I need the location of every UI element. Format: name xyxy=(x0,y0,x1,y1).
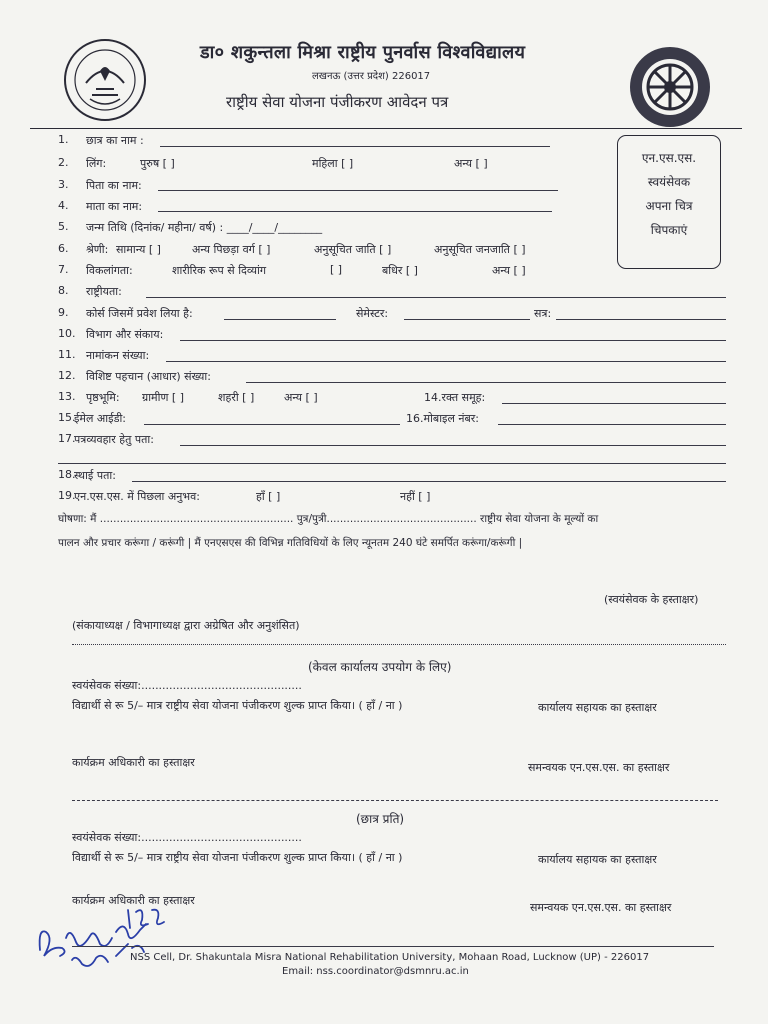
photo-box-line3: अपना चित्र xyxy=(645,199,693,213)
volunteer-signature-label: (स्वयंसेवक के हस्ताक्षर) xyxy=(604,593,699,606)
enrollment-field[interactable] xyxy=(166,361,726,362)
experience-no-checkbox[interactable]: नहीं [ ] xyxy=(400,490,431,503)
field-17-label: पत्रव्यवहार हेतु पता: xyxy=(74,433,154,446)
field-6-number: 6. xyxy=(58,242,69,255)
field-5-number: 5. xyxy=(58,220,69,233)
field-11-label: नामांकन संख्या: xyxy=(86,349,150,362)
field-9-number: 9. xyxy=(58,306,69,319)
gender-other-checkbox[interactable]: अन्य [ ] xyxy=(454,157,488,170)
field-7-number: 7. xyxy=(58,263,69,276)
gender-female-checkbox[interactable]: महिला [ ] xyxy=(312,157,354,170)
footer-email: Email: nss.coordinator@dsmnru.ac.in xyxy=(282,966,469,977)
background-rural-checkbox[interactable]: ग्रामीण [ ] xyxy=(142,391,185,404)
blood-group-label: 14.रक्त समूह: xyxy=(424,391,486,404)
student-name-field[interactable] xyxy=(160,146,550,147)
semester-field[interactable] xyxy=(404,319,530,320)
field-7-label: विकलांगता: xyxy=(86,264,133,277)
blood-group-field[interactable] xyxy=(502,403,726,404)
field-8-label: राष्ट्रीयता: xyxy=(86,285,122,298)
photo-box-line1: एन.एस.एस. xyxy=(641,151,697,165)
mobile-field[interactable] xyxy=(498,424,726,425)
department-field[interactable] xyxy=(180,340,726,341)
declaration-text-line2: पालन और प्रचार करूंगा / करूंगी | मैं एनएसएस की विभिन्न गतिविधियों के लिए न्यूनतम 240 घंटे समर्पित करूंगा/करूंगी | xyxy=(58,537,523,549)
field-18-number: 18. xyxy=(58,468,76,481)
field-15-number: 15. xyxy=(58,411,76,424)
cut-line xyxy=(72,800,718,801)
disability-other-checkbox[interactable]: अन्य [ ] xyxy=(492,264,526,277)
field-2-label: लिंग: xyxy=(86,157,107,170)
mobile-label: 16.मोबाइल नंबर: xyxy=(406,412,479,425)
father-name-field[interactable] xyxy=(158,190,558,191)
category-obc-checkbox[interactable]: अन्य पिछड़ा वर्ग [ ] xyxy=(192,243,271,256)
category-general-checkbox[interactable]: सामान्य [ ] xyxy=(116,243,161,256)
student-fee-received-text: विद्यार्थी से रू 5/– मात्र राष्ट्रीय सेवा योजना पंजीकरण शुल्क प्राप्त किया। ( हाँ / ना ) xyxy=(72,851,403,864)
office-volunteer-number-field[interactable]: स्वयंसेवक संख्या:.............................................. xyxy=(72,679,302,692)
session-label: सत्र: xyxy=(534,307,552,320)
university-address: लखनऊ (उत्तर प्रदेश) 226017 xyxy=(312,71,431,82)
category-st-checkbox[interactable]: अनुसूचित जनजाति [ ] xyxy=(434,243,526,256)
student-program-officer-signature-label: कार्यक्रम अधिकारी का हस्ताक्षर xyxy=(72,894,195,907)
photo-box-line2: स्वयंसेवक xyxy=(647,175,691,189)
field-8-number: 8. xyxy=(58,284,69,297)
field-12-label: विशिष्ट पहचान (आधार) संख्या: xyxy=(86,370,211,383)
photo-box-line4: चिपकाएं xyxy=(650,223,688,237)
handwritten-signature xyxy=(32,898,182,978)
correspondence-address-field-line2[interactable] xyxy=(58,463,726,464)
student-volunteer-number-field[interactable]: स्वयंसेवक संख्या:.............................................. xyxy=(72,831,302,844)
field-19-label: एन.एस.एस. में पिछला अनुभव: xyxy=(74,490,200,503)
permanent-address-field[interactable] xyxy=(132,481,726,482)
footer-address: NSS Cell, Dr. Shakuntala Misra National Rehabilitation University, Mohaan Road, Lucknow (UP) - 226017 xyxy=(130,952,650,963)
field-10-number: 10. xyxy=(58,327,76,340)
photo-box[interactable] xyxy=(617,135,721,269)
course-field[interactable] xyxy=(224,319,336,320)
field-13-number: 13. xyxy=(58,390,76,403)
field-1-number: 1. xyxy=(58,133,69,146)
office-use-title: (केवल कार्यालय उपयोग के लिए) xyxy=(308,660,452,674)
disability-physical-label: शारीरिक रूप से दिव्यांग xyxy=(172,264,267,277)
field-4-label: माता का नाम: xyxy=(86,200,143,213)
footer-divider xyxy=(72,946,714,947)
background-urban-checkbox[interactable]: शहरी [ ] xyxy=(218,391,255,404)
office-fee-received-text: विद्यार्थी से रू 5/– मात्र राष्ट्रीय सेवा योजना पंजीकरण शुल्क प्राप्त किया। ( हाँ / ना ) xyxy=(72,699,403,712)
field-10-label: विभाग और संकाय: xyxy=(86,328,164,341)
background-other-checkbox[interactable]: अन्य [ ] xyxy=(284,391,318,404)
gender-male-checkbox[interactable]: पुरुष [ ] xyxy=(140,157,175,170)
university-name: डा० शकुन्तला मिश्रा राष्ट्रीय पुनर्वास विश्वविद्यालय xyxy=(200,42,526,63)
field-13-label: पृष्ठभूमि: xyxy=(86,391,120,404)
student-office-assistant-signature-label: कार्यालय सहायक का हस्ताक्षर xyxy=(538,853,657,866)
field-3-label: पिता का नाम: xyxy=(86,179,142,192)
field-2-number: 2. xyxy=(58,156,69,169)
nss-emblem-icon xyxy=(628,45,712,129)
field-18-label: स्थाई पता: xyxy=(74,469,116,482)
session-field[interactable] xyxy=(556,319,726,320)
semester-label: सेमेस्टर: xyxy=(356,307,389,320)
coordinator-signature-label: समन्वयक एन.एस.एस. का हस्ताक्षर xyxy=(528,761,670,774)
field-1-label: छात्र का नाम : xyxy=(86,134,144,147)
field-9-label: कोर्स जिसमें प्रवेश लिया है: xyxy=(86,307,193,320)
nationality-field[interactable] xyxy=(146,297,726,298)
recommendation-line[interactable] xyxy=(72,644,726,645)
header-divider xyxy=(30,128,742,129)
declaration-text-line1: घोषणा: मैं .......................................................... पुत्र/पुत्री............................................. राष्ट्रीय सेवा योजना के मूल्यों का xyxy=(58,513,599,525)
aadhaar-field[interactable] xyxy=(246,382,726,383)
field-12-number: 12. xyxy=(58,369,76,382)
program-officer-signature-label: कार्यक्रम अधिकारी का हस्ताक्षर xyxy=(72,756,195,769)
university-emblem-icon xyxy=(62,37,148,123)
recommendation-label: (संकायाध्यक्ष / विभागाध्यक्ष द्वारा अग्रेषित और अनुशंसित) xyxy=(72,619,300,632)
field-4-number: 4. xyxy=(58,199,69,212)
student-copy-title: (छात्र प्रति) xyxy=(356,812,405,826)
field-17-number: 17. xyxy=(58,432,76,445)
field-15-label: ईमेल आईडी: xyxy=(74,412,127,425)
student-coordinator-signature-label: समन्वयक एन.एस.एस. का हस्ताक्षर xyxy=(530,901,672,914)
mother-name-field[interactable] xyxy=(158,211,552,212)
office-assistant-signature-label: कार्यालय सहायक का हस्ताक्षर xyxy=(538,701,657,714)
category-sc-checkbox[interactable]: अनुसूचित जाति [ ] xyxy=(314,243,392,256)
field-6-label: श्रेणी: xyxy=(86,243,109,256)
experience-yes-checkbox[interactable]: हाँ [ ] xyxy=(256,490,281,503)
disability-physical-checkbox[interactable]: [ ] xyxy=(330,263,343,276)
field-19-number: 19. xyxy=(58,489,76,502)
disability-deaf-checkbox[interactable]: बधिर [ ] xyxy=(382,264,418,277)
field-3-number: 3. xyxy=(58,178,69,191)
correspondence-address-field[interactable] xyxy=(180,445,726,446)
dob-field[interactable]: जन्म तिथि (दिनांक/ महीना/ वर्ष) : ____/____/________ xyxy=(86,221,323,234)
field-11-number: 11. xyxy=(58,348,76,361)
email-field[interactable] xyxy=(144,424,400,425)
form-title: राष्ट्रीय सेवा योजना पंजीकरण आवेदन पत्र xyxy=(226,93,449,111)
